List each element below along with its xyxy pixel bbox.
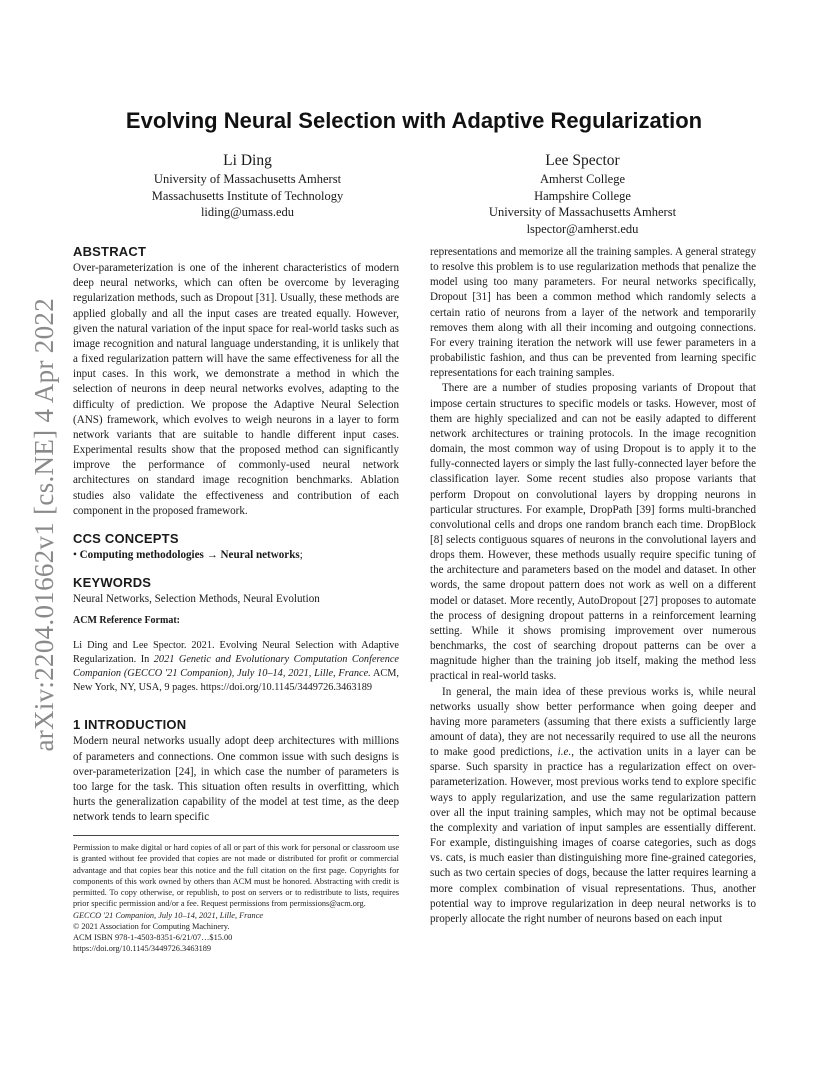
ccs-heading: CCS CONCEPTS bbox=[73, 530, 179, 546]
paper-title: Evolving Neural Selection with Adaptive Regularization bbox=[125, 108, 703, 133]
author-affiliation: University of Massachusetts Amherst bbox=[488, 205, 677, 219]
ccs-concept: Computing methodologies bbox=[79, 548, 204, 561]
author-affiliation: Hampshire College bbox=[534, 188, 631, 203]
ccs-bullet: • bbox=[73, 548, 77, 561]
permission-notice: Permission to make digital or hard copies of all or part of this work for personal or classroom use is granted without fee provided that copies are not made or distributed for profit or commercial advantage and that copies bear this notice and the full citation on the first page. Copyrights for components of this work owned by others than ACM must be honored. Abstracting with credit is permitted. To copy otherwise, or republish, to post on servers or to redistribute to lists, requires prior specific permission and/or a fee. Request permissions from permissions@acm.org. bbox=[73, 843, 399, 909]
doi-link[interactable]: https://doi.org/10.1145/3449726.3463189 bbox=[73, 944, 212, 954]
author-email[interactable]: liding@umass.edu bbox=[200, 205, 295, 219]
author-affiliation: University of Massachusetts Amherst bbox=[153, 172, 342, 186]
ccs-subconcept: Neural networks bbox=[220, 548, 300, 561]
reference-format-text bbox=[73, 639, 399, 695]
venue-line: GECCO '21 Companion, July 10–14, 2021, Lille, France bbox=[73, 910, 264, 920]
keywords-heading: KEYWORDS bbox=[73, 575, 152, 591]
body-text: the activation units in a layer can be sparse. Such sparsity in practice has a regularization effect on over-parameterization. However, most previous works tend to explore specific ways to apply regularization, and use the same regularization pattern over all the input training samples, which may not be optimal because the complexity and variation of input samples are essentially different. For example, distinguishing images of coarse categories, such as dogs vs. cats, is much easier than distinguishing more fine-grained categories, such as two certain species of dogs, because the latter requires learning a more complex combination of visual representations. Thus, another potential way to improve regularization in deep neural networks is to properly allocate the right number of neurons based on each input bbox=[430, 746, 756, 925]
author-affiliation: Amherst College bbox=[539, 172, 626, 186]
author-name: Li Ding bbox=[223, 152, 272, 169]
reference-post: ACM, New York, NY, USA, 9 pages. https://doi.org/10.1145/3449726.3463189 bbox=[73, 667, 399, 693]
left-column bbox=[73, 244, 399, 954]
arxiv-id[interactable]: arXiv:2204.01662v1 [cs.NE] 4 Apr 2022 bbox=[28, 298, 59, 752]
reference-pre: Li Ding and Lee Spector. 2021. Evolving Neural Selection with Adaptive Regularization. In bbox=[73, 639, 399, 665]
introduction-paragraph: Modern neural networks usually adopt deep architectures with millions of parameters and connections. One common issue with such designs is over-parameterization [24], in which case the number of parameters is too large for the task. This situation often results in overfitting, which hurts the generalization capability of the model at test time, as the deep network tends to learn specific bbox=[73, 735, 399, 824]
arxiv-stamp bbox=[24, 290, 64, 760]
body-paragraph: There are a number of studies proposing variants of Dropout that impose certain structures to specific models or tasks. However, most of them are highly specialized and can not be easily adapted to different network architectures or training protocols. In the image recognition domain, the most common way of using Dropout is to apply it to the fully-connected layers or simply the last fully-connected layer before the classification layer. Some recent studies also propose variants that perform Dropout on convolutional layers by dropping neurons in particular structures. For example, DropPath [39] forms multi-branched convolutional cells and drops one random branch each time. DropBlock [8] selects contiguous squares of neurons in the convolutional layers and drops them. However, these methods usually require specific tuning of the architecture and parameters based on the model and dataset. In other words, the same dropout pattern does not work as well on a different model or dataset. More recently, AutoDropout [27] proposes to automate the process of designing dropout patterns in a reinforcement learning setting. While it shows promising improvement over numerous benchmarks, the cost of searching dropout patterns can be over a magnitude higher than the training job itself, making the method less practical in real-world tasks. bbox=[430, 382, 756, 683]
keywords-text: Neural Networks, Selection Methods, Neural Evolution bbox=[73, 593, 320, 606]
author-block-1 bbox=[120, 151, 375, 221]
author-block-2 bbox=[455, 151, 710, 237]
reference-venue: 2021 Genetic and Evolutionary Computation Conference Companion (GECCO '21 Companion), July 10–14, 2021, Lille, France. bbox=[73, 653, 399, 679]
body-text: In general, the main idea of these previous works is, while neural networks usually show better performance when going deeper and having more parameters (assuming that there exists a sufficiently large amount of data), they are not necessarily required to use all the neurons to make good predictions, bbox=[430, 685, 756, 759]
author-affiliation: Massachusetts Institute of Technology bbox=[151, 188, 344, 203]
ccs-tail: ; bbox=[299, 548, 303, 561]
ccs-concepts bbox=[73, 548, 399, 563]
footnote bbox=[73, 842, 399, 954]
body-text-italic: i.e., bbox=[557, 746, 574, 759]
arrow-icon: → bbox=[206, 548, 218, 561]
author-name: Lee Spector bbox=[545, 152, 620, 169]
reference-format-heading: ACM Reference Format: bbox=[73, 615, 180, 627]
introduction-heading: 1 INTRODUCTION bbox=[73, 717, 187, 733]
copyright-line: © 2021 Association for Computing Machinery. bbox=[73, 921, 230, 931]
footnote-rule bbox=[73, 835, 399, 836]
body-paragraph: representations and memorize all the training samples. A general strategy to resolve this problem is to use regularization methods that penalize the model using too many parameters. For neural networks specifically, Dropout [31] has been a common method which randomly selects a certain ratio of neurons from a layer of the network and temporarily removes them along with all their incoming and outgoing connections. For every training iteration the network will use fewer parameters in a probabilistic fashion, and thus can be prevented from learning specific representations for each training samples. bbox=[430, 246, 756, 380]
abstract-heading: ABSTRACT bbox=[73, 244, 147, 259]
body-paragraph bbox=[430, 685, 756, 928]
author-email[interactable]: lspector@amherst.edu bbox=[526, 221, 639, 236]
abstract-text: Over-parameterization is one of the inherent characteristics of modern deep neural networks, which can often be overcome by leveraging regularization methods, such as Dropout [31]. Usually, these methods are applied globally and all the input cases are treated equally. However, given the natural variation of the input space for real-world tasks such as image recognition and natural language understanding, it is unlikely that a fixed regularization pattern will have the same effectiveness for all the input cases. In this work, we demonstrate a method in which the selection of neurons in deep neural networks evolves, adapting to the difficulty of prediction. We propose the Adaptive Neural Selection (ANS) framework, which evolves to weigh neurons in a layer to form network variants that are suitable to handle different input cases. Experimental results show that the proposed method can significantly improve the performance of commonly-used neural network architectures on standard image recognition benchmarks. Ablation studies also validate the effectiveness and contribution of each component in the proposed framework. bbox=[73, 262, 399, 517]
right-column bbox=[430, 245, 756, 927]
isbn-line: ACM ISBN 978-1-4503-8351-6/21/07…$15.00 bbox=[73, 932, 233, 942]
